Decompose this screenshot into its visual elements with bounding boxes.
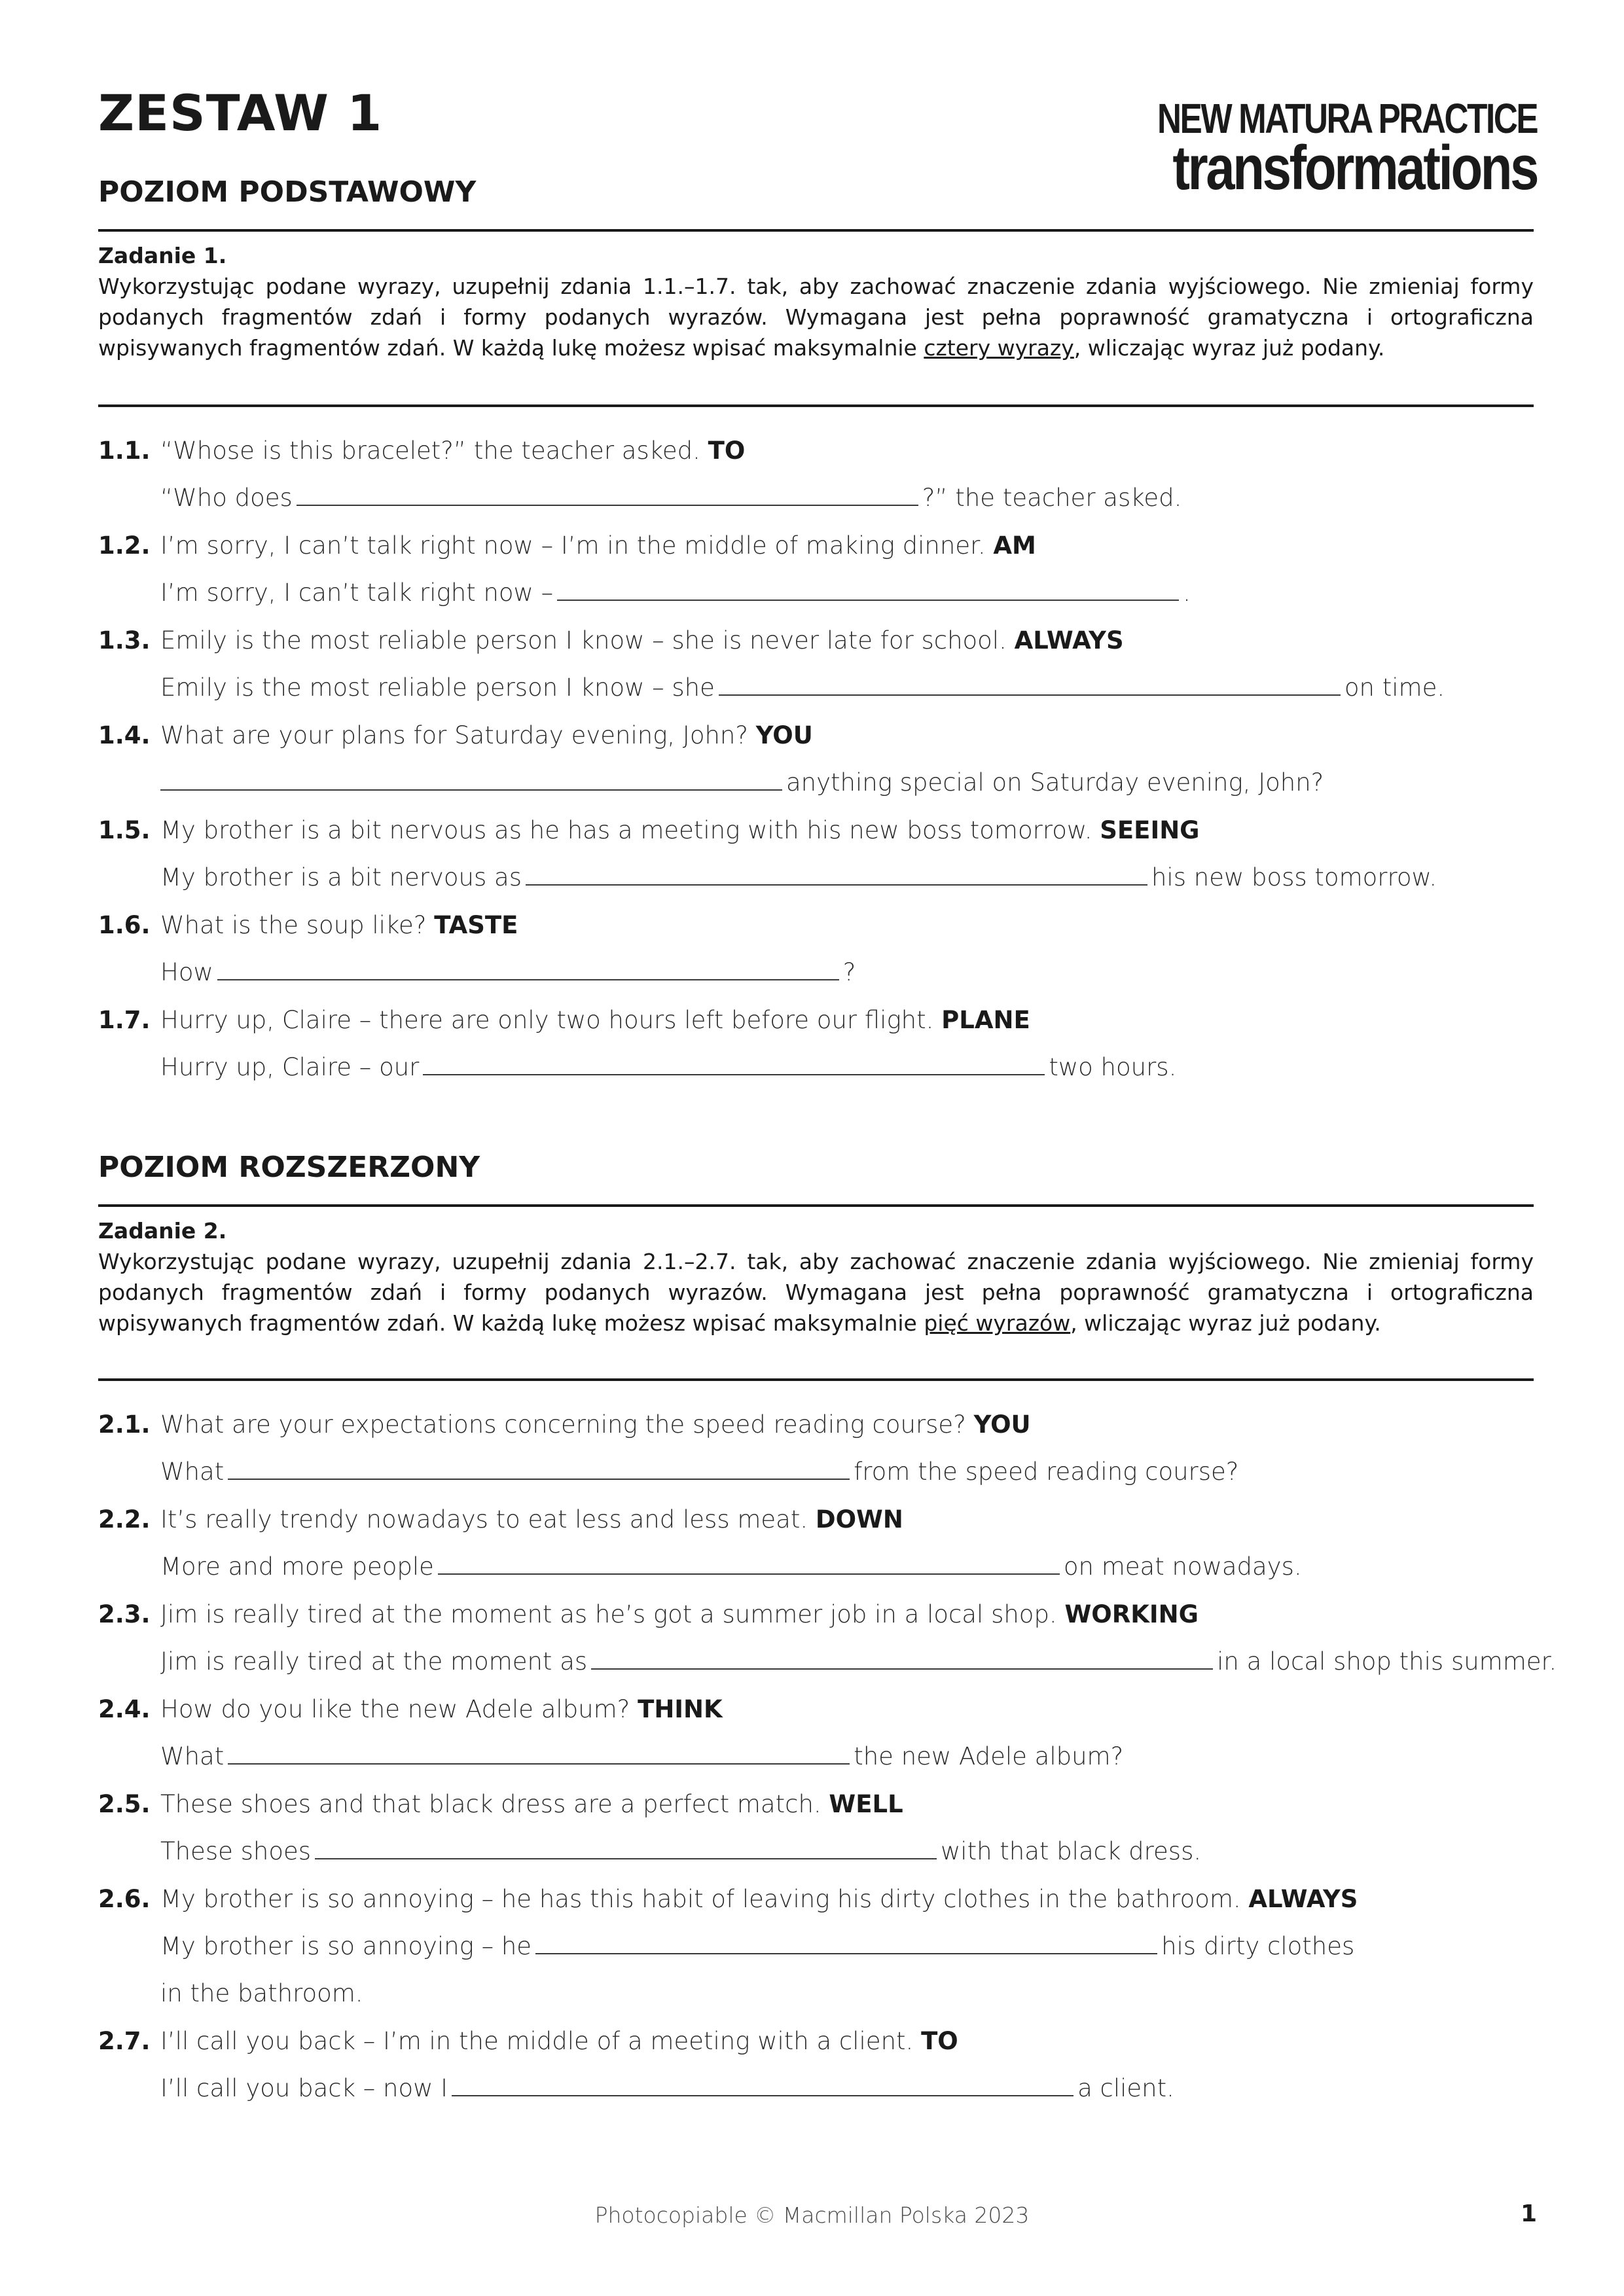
item-number: 1.1. <box>98 437 151 465</box>
answer-lead-text: Emily is the most reliable person I know – she <box>160 673 715 702</box>
answer-lead-text: What <box>160 1742 225 1770</box>
keyword: PLANE <box>941 1006 1030 1034</box>
keyword: AM <box>993 531 1036 560</box>
answer-blank[interactable] <box>526 862 1147 886</box>
answer-line <box>160 1931 1354 1962</box>
answer-trail-text: anything special on Saturday evening, John? <box>786 768 1324 797</box>
answer-line <box>160 577 1191 609</box>
keyword: ALWAYS <box>1248 1885 1358 1913</box>
answer-line <box>160 862 1437 893</box>
answer-lead-text: More and more people <box>160 1552 434 1581</box>
item-prompt <box>160 1884 1358 1915</box>
copyright-footer: Photocopiable © Macmillan Polska 2023 <box>594 2202 1030 2228</box>
answer-trail-text: ?” the teacher asked. <box>922 484 1182 512</box>
item-prompt <box>160 1005 1030 1036</box>
keyword: WORKING <box>1064 1600 1199 1628</box>
answer-trail-text: a client. <box>1077 2074 1174 2102</box>
item-number: 2.6. <box>98 1885 151 1913</box>
answer-lead-text: Hurry up, Claire – our <box>160 1053 420 1081</box>
answer-blank[interactable] <box>557 577 1179 601</box>
item-prompt <box>160 2026 958 2057</box>
prompt-sentence: My brother is a bit nervous as he has a meeting with his new boss tomorrow. <box>160 816 1100 844</box>
task-1-label: Zadanie 1. <box>98 243 227 268</box>
divider <box>98 229 1534 232</box>
task-2-instruction-text: Wykorzystując podane wyrazy, uzupełnij zdania 2.1.–2.7. tak, aby zachować znaczenie zdania wyjściowego. Nie zmieniaj formy podanych fragmentów zdań i formy podanych wyrazów. Wymagana jest pełna poprawność gramatyczna i ortograficzna wpisywanych fragmentów zdań. W każdą lukę możesz wpisać maksymalnie <box>98 1249 1534 1336</box>
prompt-sentence: How do you like the new Adele album? <box>160 1695 638 1723</box>
answer-line <box>160 1741 1123 1772</box>
answer-trail-text: ? <box>842 958 856 986</box>
item-prompt <box>160 1789 903 1820</box>
answer-blank[interactable] <box>438 1551 1060 1575</box>
prompt-sentence: Hurry up, Claire – there are only two hours left before our flight. <box>160 1006 942 1034</box>
item-prompt <box>160 815 1200 846</box>
keyword: YOU <box>755 721 813 749</box>
answer-line <box>160 1052 1176 1083</box>
prompt-sentence: What is the soup like? <box>160 911 435 939</box>
answer-blank[interactable] <box>228 1456 850 1480</box>
brand-logo <box>1062 95 1537 203</box>
level-heading-extended: POZIOM ROZSZERZONY <box>98 1151 480 1184</box>
answer-blank[interactable] <box>217 957 839 980</box>
answer-blank[interactable] <box>423 1052 1045 1075</box>
answer-lead-text: My brother is a bit nervous as <box>160 863 522 891</box>
divider <box>98 1204 1534 1207</box>
keyword: SEEING <box>1100 816 1200 844</box>
answer-blank[interactable] <box>297 482 918 506</box>
item-number: 2.7. <box>98 2027 151 2055</box>
divider <box>98 1378 1534 1381</box>
answer-lead-text: These shoes <box>160 1837 312 1865</box>
set-title: ZESTAW 1 <box>98 84 383 142</box>
answer-lead-text: What <box>160 1458 225 1486</box>
answer-blank[interactable] <box>228 1741 850 1765</box>
task-2-instructions <box>98 1215 1534 1338</box>
answer-trail-text: two hours. <box>1049 1053 1177 1081</box>
answer-trail-text: from the speed reading course? <box>854 1458 1239 1486</box>
answer-lead-text: Jim is really tired at the moment as <box>160 1647 588 1676</box>
divider <box>98 404 1534 407</box>
prompt-sentence: Emily is the most reliable person I know – she is never late for school. <box>160 626 1015 655</box>
page-number: 1 <box>1520 2200 1537 2227</box>
keyword: TO <box>921 2027 958 2055</box>
item-number: 2.4. <box>98 1695 151 1723</box>
answer-blank[interactable] <box>591 1646 1213 1670</box>
item-number: 2.1. <box>98 1410 151 1439</box>
item-number: 2.2. <box>98 1505 151 1534</box>
answer-blank[interactable] <box>160 767 782 791</box>
brand-line-2: transformations <box>1172 133 1537 203</box>
item-number: 1.3. <box>98 626 151 655</box>
level-heading-basic: POZIOM PODSTAWOWY <box>98 175 477 209</box>
answer-blank[interactable] <box>452 2073 1074 2096</box>
prompt-sentence: I’m sorry, I can’t talk right now – I’m in the middle of making dinner. <box>160 531 994 560</box>
item-prompt <box>160 1504 903 1535</box>
prompt-sentence: Jim is really tired at the moment as he’s got a summer job in a local shop. <box>160 1600 1065 1628</box>
item-prompt <box>160 1694 723 1725</box>
task-2-instruction-end: , wliczając wyraz już podany. <box>1070 1310 1381 1336</box>
answer-line <box>160 1456 1238 1488</box>
prompt-sentence: My brother is so annoying – he has this habit of leaving his dirty clothes in the bathroom. <box>160 1885 1249 1913</box>
keyword: TO <box>708 437 746 465</box>
answer-blank[interactable] <box>315 1836 937 1859</box>
answer-trail-text: the new Adele album? <box>854 1742 1124 1770</box>
answer-lead-text: “Who does <box>160 484 293 512</box>
brand-line-1: NEW MATURA PRACTICE <box>1157 95 1537 142</box>
answer-lead-text: I’ll call you back – now I <box>160 2074 448 2102</box>
item-prompt <box>160 625 1124 656</box>
prompt-sentence: “Whose is this bracelet?” the teacher asked. <box>160 437 708 465</box>
answer-trail-text: on time. <box>1344 673 1445 702</box>
item-number: 1.7. <box>98 1006 151 1034</box>
task-2-label: Zadanie 2. <box>98 1218 227 1244</box>
answer-line <box>160 767 1324 798</box>
item-prompt <box>160 1409 1031 1441</box>
answer-line <box>160 957 856 988</box>
answer-line <box>160 482 1182 514</box>
answer-continuation: in the bathroom. <box>160 1979 363 2007</box>
prompt-sentence: What are your expectations concerning the speed reading course? <box>160 1410 974 1439</box>
item-number: 1.6. <box>98 911 151 939</box>
item-prompt <box>160 1599 1199 1630</box>
answer-lead-text: How <box>160 958 213 986</box>
answer-blank[interactable] <box>719 672 1341 696</box>
item-prompt <box>160 910 518 941</box>
answer-line <box>160 2073 1174 2104</box>
item-number: 1.4. <box>98 721 151 749</box>
task-1-instruction-end: , wliczając wyraz już podany. <box>1074 335 1385 361</box>
item-number: 2.3. <box>98 1600 151 1628</box>
item-number: 1.5. <box>98 816 151 844</box>
task-1-instruction-text: Wykorzystując podane wyrazy, uzupełnij zdania 1.1.–1.7. tak, aby zachować znaczenie zdania wyjściowego. Nie zmieniaj formy podanych fragmentów zdań i formy podanych wyrazów. Wymagana jest pełna poprawność gramatyczna i ortograficzna wpisywanych fragmentów zdań. W każdą lukę możesz wpisać maksymalnie <box>98 274 1534 361</box>
answer-line <box>160 1646 1557 1677</box>
answer-line <box>160 672 1445 704</box>
answer-lead-text: My brother is so annoying – he <box>160 1932 532 1960</box>
prompt-sentence: These shoes and that black dress are a perfect match. <box>160 1790 829 1818</box>
keyword: YOU <box>973 1410 1031 1439</box>
answer-trail-text: with that black dress. <box>941 1837 1202 1865</box>
task-1-word-limit: cztery wyrazy <box>924 335 1074 361</box>
prompt-sentence: What are your plans for Saturday evening, John? <box>160 721 756 749</box>
keyword: WELL <box>829 1790 903 1818</box>
answer-trail-text: his new boss tomorrow. <box>1151 863 1437 891</box>
answer-line <box>160 1836 1201 1867</box>
item-number: 1.2. <box>98 531 151 560</box>
keyword: THINK <box>638 1695 723 1723</box>
task-2-word-limit: pięć wyrazów <box>924 1310 1071 1336</box>
answer-line <box>160 1551 1302 1583</box>
item-prompt <box>160 435 745 467</box>
answer-blank[interactable] <box>535 1931 1157 1954</box>
answer-lead-text: I’m sorry, I can’t talk right now – <box>160 579 554 607</box>
keyword: DOWN <box>815 1505 903 1534</box>
answer-trail-text: on meat nowadays. <box>1063 1552 1302 1581</box>
answer-trail-text: . <box>1183 579 1191 607</box>
item-prompt <box>160 720 813 751</box>
item-prompt <box>160 530 1036 562</box>
item-number: 2.5. <box>98 1790 151 1818</box>
prompt-sentence: I’ll call you back – I’m in the middle of a meeting with a client. <box>160 2027 922 2055</box>
task-1-instructions <box>98 240 1534 363</box>
answer-trail-text: his dirty clothes <box>1161 1932 1355 1960</box>
keyword: ALWAYS <box>1014 626 1124 655</box>
keyword: TASTE <box>434 911 518 939</box>
prompt-sentence: It’s really trendy nowadays to eat less and less meat. <box>160 1505 816 1534</box>
answer-trail-text: in a local shop this summer. <box>1217 1647 1557 1676</box>
